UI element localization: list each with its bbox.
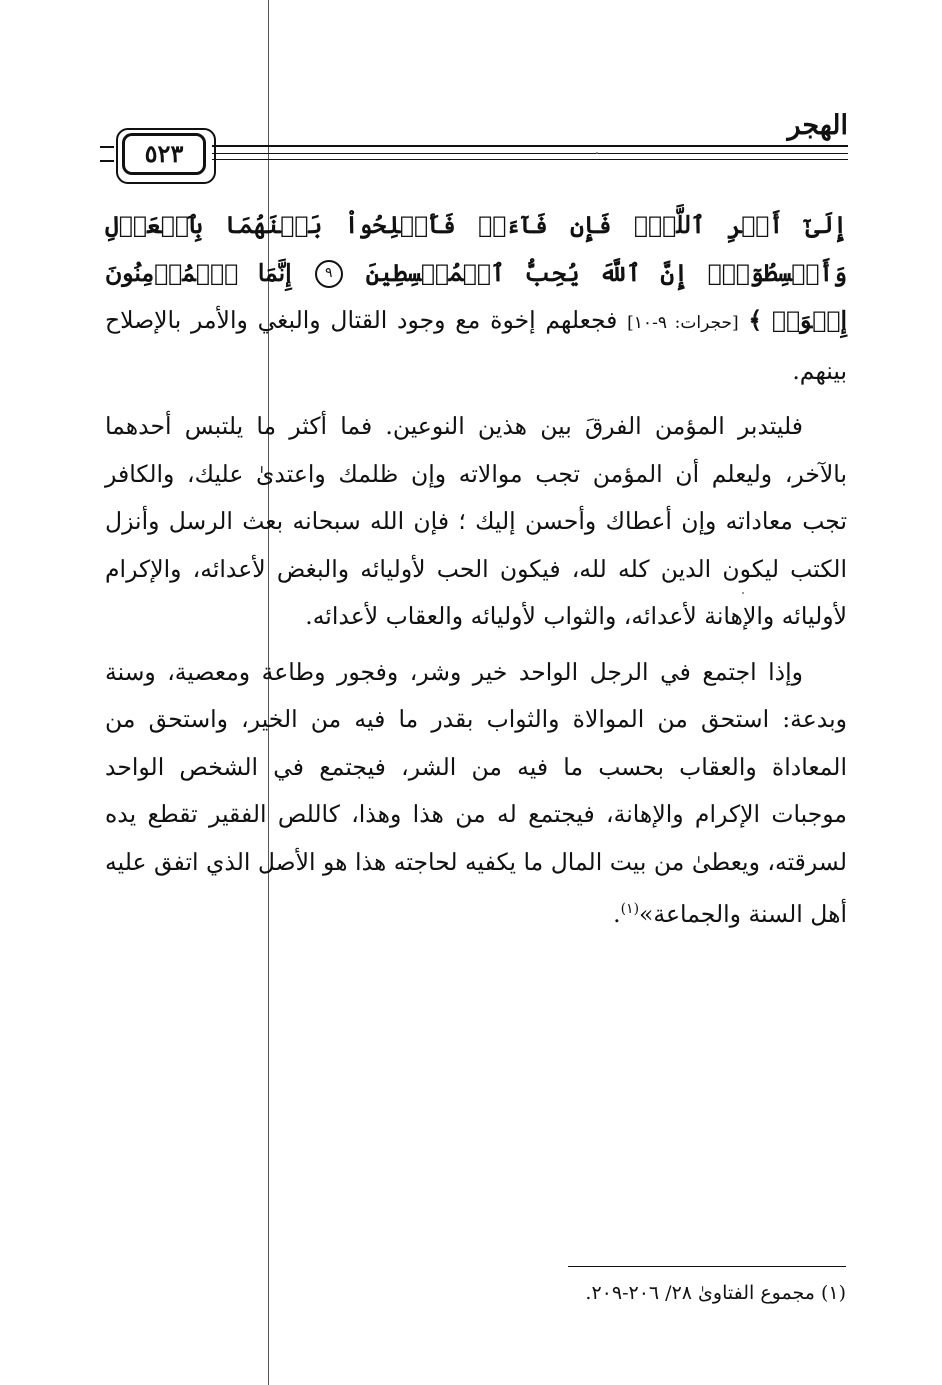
paragraph-3 <box>105 649 847 939</box>
ayah-number-icon: ٩ <box>315 260 343 288</box>
page-header <box>100 100 848 190</box>
header-rule <box>212 153 848 154</box>
paragraph-text: وإذا اجتمع في الرجل الواحد خير وشر، وفجور وطاعة ومعصية، وسنة وبدعة: استحق من الموالاة والثواب بقدر ما فيه من الخير، واستحق من المعاداة والعقاب بحسب ما فيه من الشر، فيجتمع في الشخص الواحد موجبات الإكرام والإهانة، فيجتمع له من هذا وهذا، كاللص الفقير تقطع يده لسرقته، ويعطىٰ من بيت المال ما يكفيه لحاجته هذا هو الأصل الذي اتفق عليه أهل السنة والجماعة» <box>105 657 847 928</box>
chapter-title: الهجر <box>787 110 848 141</box>
main-text <box>105 202 847 938</box>
header-rule-end <box>100 146 114 162</box>
footnote-separator <box>568 1266 846 1267</box>
verse-reference: [حجرات: ٩-١٠] <box>627 313 739 333</box>
scan-speck <box>596 152 598 154</box>
quran-verse: إِنَّمَا ٱلۡمُؤۡمِنُونَ إِخۡوَةٞ <box>105 258 847 334</box>
paragraph-text: فجعلهم إخوة مع وجود القتال والبغي والأمر بالإصلاح بينهم. <box>105 306 847 385</box>
footnote: (١) مجموع الفتاوىٰ ٢٨/ ٢٠٦-٢٠٩. <box>585 1282 846 1304</box>
footnote-ref: (١) <box>620 901 640 917</box>
header-rule <box>212 145 848 147</box>
scan-speck <box>742 592 744 594</box>
paragraph-end: . <box>613 899 621 928</box>
header-rule <box>212 159 848 160</box>
paragraph-2: فليتدبر المؤمن الفرقَ بين هذين النوعين. فما أكثر ما يلتبس أحدهما بالآخر، وليعلم أن المؤمن تجب موالاته وإن ظلمك واعتدىٰ عليك، والكافر تجب معاداته وإن أعطاك وأحسن إليك ؛ فإن الله سبحانه بعث الرسل وأنزل الكتب ليكون الدين كله لله، فيكون الحب لأوليائه والبغض لأعدائه، والإكرام لأوليائه والإهانة لأعدائه، والثواب لأوليائه والعقاب لأعدائه. <box>105 412 847 630</box>
paragraph-1 <box>105 202 847 395</box>
quran-bracket: ﴾ <box>748 306 763 334</box>
page-number: ٥٢٣ <box>122 133 206 175</box>
quran-verse: إِلَىٰٓ أَمۡرِ ٱللَّهِۚ فَإِن فَآءَتۡ فَأَصۡلِحُواْ بَيۡنَهُمَا بِٱلۡعَدۡلِ وَأَقۡسِطُوٓاْۖ إِنَّ ٱللَّهَ يُحِبُّ ٱلۡمُقۡسِطِينَ <box>105 211 847 287</box>
